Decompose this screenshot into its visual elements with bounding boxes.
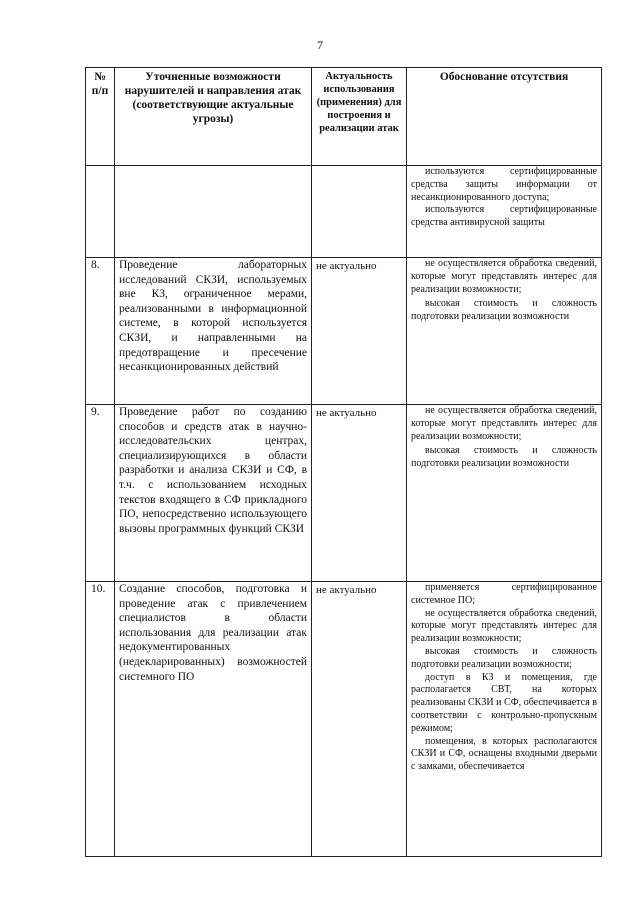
justification-item: не осуществляется обработка сведений, которые могут представлять интерес для реализации возможности; xyxy=(411,607,597,645)
threat-capabilities-table xyxy=(85,67,602,857)
relevance-cell: не актуально xyxy=(312,405,407,582)
capability-cell: Проведение работ по созданию способов и средств атак в научно-исследовательских центрах, специализирующихся в области разработки и анализа СКЗИ и СФ, в т.ч. с использованием исходных текстов входящего в СФ прикладного ПО, непосредственно использующего вызовы программных функций СКЗИ xyxy=(115,405,312,582)
row-number: 9. xyxy=(86,405,115,582)
relevance-cell: не актуально xyxy=(312,582,407,857)
page-number: 7 xyxy=(317,38,323,52)
justification-item: не осуществляется обработка сведений, которые могут представлять интерес для реализации возможности; xyxy=(411,405,597,442)
empty-cell xyxy=(115,166,312,258)
justification-item: доступ в КЗ и помещения, где располагается СВТ, на которых реализованы СКЗИ и СФ, обеспечивается в соответствии с контрольно-пропускным режимом; xyxy=(411,671,597,734)
relevance-cell: не актуально xyxy=(312,258,407,405)
empty-cell xyxy=(312,166,407,258)
justification-cell xyxy=(407,166,602,258)
justification-item: высокая стоимость и сложность подготовки реализации возможности xyxy=(411,298,597,323)
capability-cell: Проведение лабораторных исследований СКЗИ, используемых вне КЗ, ограниченное мерами, реализованными в информационной системе, в которой используется СКЗИ, и направленными на предотвращение и пресечение несанкционированных действий xyxy=(115,258,312,405)
table-row xyxy=(86,258,602,405)
header-relevance: Актуальность использования (применения) для построения и реализации атак xyxy=(312,68,407,166)
table-header-row xyxy=(86,68,602,166)
capability-cell: Создание способов, подготовка и проведение атак с привлечением специалистов в области использования для реализации атак недокументированных (недекларированных) возможностей системного ПО xyxy=(115,582,312,857)
header-capabilities: Уточненные возможности нарушителей и направления атак (соответствующие актуальные угрозы) xyxy=(115,68,312,166)
justification-cell xyxy=(407,258,602,405)
table-row xyxy=(86,582,602,857)
table-row-continuation xyxy=(86,166,602,258)
header-justification: Обоснование отсутствия xyxy=(407,68,602,166)
header-number: № п/п xyxy=(86,68,115,166)
row-number: 10. xyxy=(86,582,115,857)
justification-item: высокая стоимость и сложность подготовки реализации возможности xyxy=(411,445,597,470)
justification-cell xyxy=(407,405,602,582)
justification-item: не осуществляется обработка сведений, которые могут представлять интерес для реализации возможности; xyxy=(411,258,597,295)
row-number: 8. xyxy=(86,258,115,405)
justification-item: помещения, в которых располагаются СКЗИ и СФ, оснащены входными дверьми с замками, обеспечивается xyxy=(411,735,597,773)
justification-cell xyxy=(407,582,602,857)
empty-cell xyxy=(86,166,115,258)
table-row xyxy=(86,405,602,582)
justification-item: высокая стоимость и сложность подготовки реализации возможности; xyxy=(411,645,597,670)
justification-item: используются сертифицированные средства антивирусной защиты xyxy=(411,204,597,229)
justification-item: применяется сертифицированное системное ПО; xyxy=(411,582,597,606)
justification-item: используются сертифицированные средства защиты информации от несанкционированного доступа; xyxy=(411,166,597,203)
